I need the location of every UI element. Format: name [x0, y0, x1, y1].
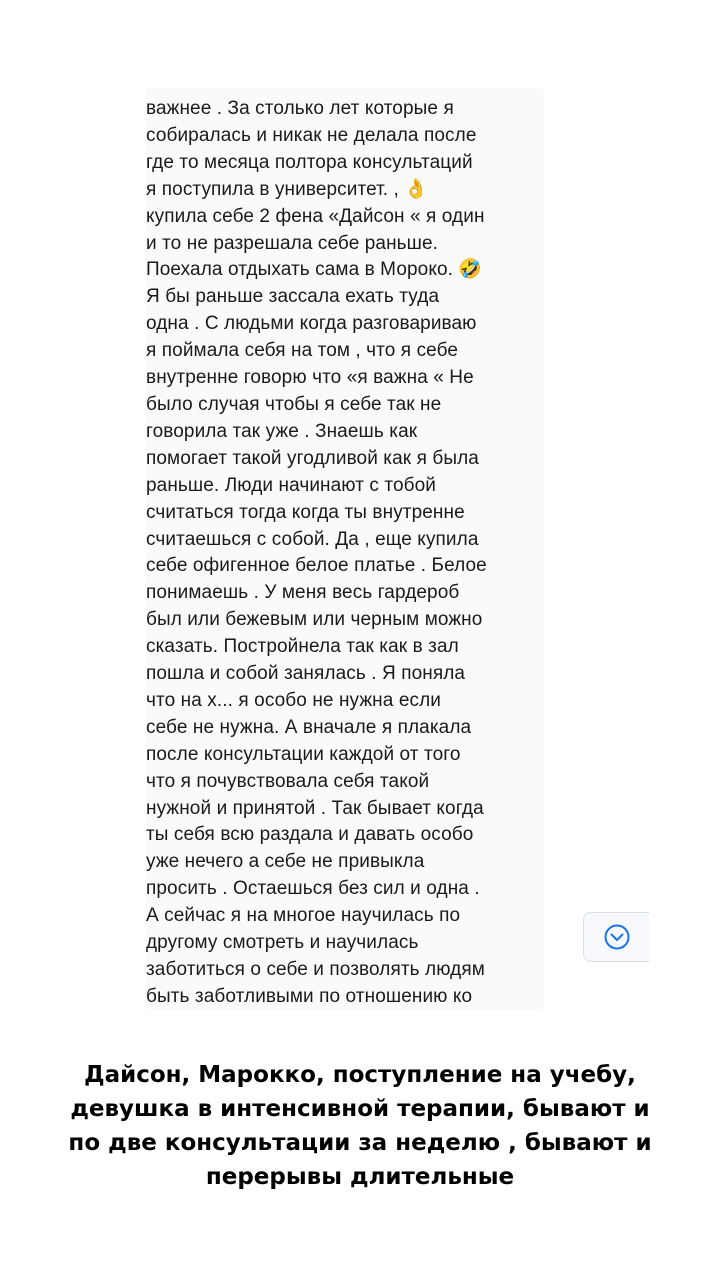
message-line: Поехала отдыхать сама в Мороко. 🤣 — [146, 259, 483, 281]
message-line: себе офигенное белое платье . Белое — [146, 555, 487, 577]
message-line: уже нечего а себе не привыкла — [146, 851, 425, 873]
message-line: сказать. Постройнела так как в зал — [146, 636, 459, 658]
scroll-down-button[interactable] — [583, 912, 649, 962]
message-line: считаешься с собой. Да , еще купила — [146, 528, 479, 550]
caption-line: перерывы длительные — [205, 1164, 515, 1190]
message-line: и то не разрешала себе раньше. — [146, 232, 439, 254]
message-line: Я бы раньше зассала ехать туда — [146, 286, 440, 308]
message-line: было случая чтобы я себе так не — [146, 393, 442, 415]
message-line: был или бежевым или черным можно — [146, 609, 483, 631]
message-line: нужной и принятой . Так бывает когда — [146, 797, 484, 819]
caption-line: Дайсон, Марокко, поступление на учебу, — [84, 1062, 636, 1088]
message-line: понимаешь . У меня весь гардероб — [146, 582, 460, 604]
message-line: говорила так уже . Знаешь как — [146, 420, 418, 442]
message-line: собиралась и никак не делала после — [146, 124, 477, 146]
message-line: считаться тогда когда ты внутренне — [146, 501, 465, 523]
message-line: ты себя всю раздала и давать особо — [146, 824, 474, 846]
message-line: А сейчас я на многое научилась по — [146, 905, 461, 927]
message-line: раньше. Люди начинают с тобой — [146, 474, 436, 496]
message-line: быть заботливыми по отношению ко — [146, 985, 473, 1007]
message-line: купила себе 2 фена «Дайсон « я один — [146, 205, 485, 227]
caption-line: по две консультации за неделю , бывают и — [68, 1130, 652, 1156]
message-line: что я почувствовала себя такой — [146, 770, 430, 792]
message-text — [146, 96, 487, 1010]
message-line: я поступила в университет. , 👌 — [146, 178, 429, 200]
message-line: заботиться о себе и позволять людям — [146, 959, 485, 980]
message-line: одна . С людьми когда разговариваю — [146, 313, 477, 335]
message-line: что на х... я особо не нужна если — [146, 689, 441, 711]
chevron-down-circle-icon — [603, 923, 631, 951]
message-line: себе не нужна. А вначале я плакала — [146, 716, 472, 738]
message-line: я поймала себя на том , что я себе — [146, 340, 459, 362]
message-line: пошла и собой занялась . Я поняла — [146, 663, 466, 685]
message-line: помогает такой угодливой как я была — [146, 447, 479, 469]
message-line: важнее . За столько лет которые я — [146, 98, 454, 119]
caption-line: девушка в интенсивной терапии, бывают и — [70, 1096, 650, 1122]
message-line: где то месяца полтора консультаций — [146, 151, 473, 173]
message-line: внутренне говорю что «я важна « Не — [146, 367, 474, 389]
message-screenshot — [146, 88, 544, 1010]
message-line: другому смотреть и научилась — [146, 932, 419, 954]
story-caption — [0, 1058, 720, 1194]
message-line: после консультации каждой от того — [146, 743, 461, 765]
message-line: просить . Остаешься без сил и одна . — [146, 878, 480, 900]
